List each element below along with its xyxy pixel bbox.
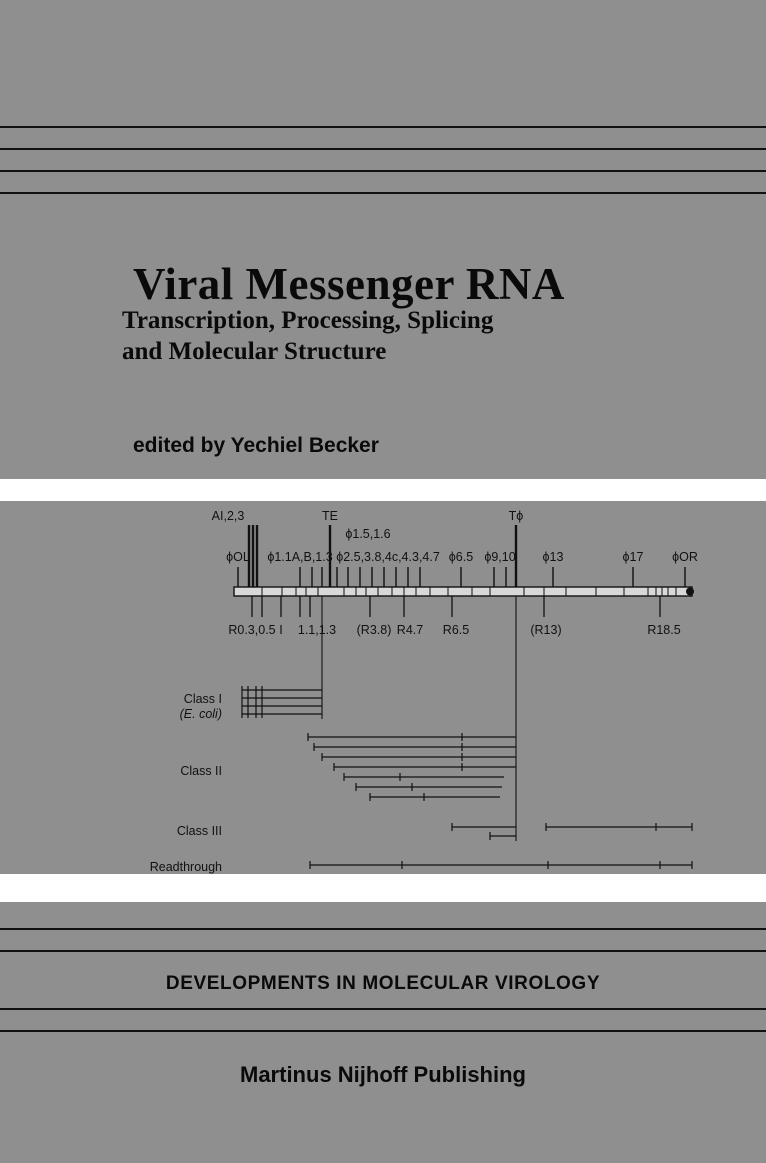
figure-label-phi13: ϕ13 — [542, 550, 564, 564]
figure-label-r65: R6.5 — [442, 623, 470, 637]
figure-label-i: I — [279, 623, 283, 637]
genome-bar-end — [686, 588, 694, 596]
divider-rule — [0, 928, 766, 930]
figure-class-2-label: Class II — [180, 764, 222, 778]
series-title: DEVELOPMENTS IN MOLECULAR VIROLOGY — [165, 973, 601, 994]
figure-class-1-label: Class I — [183, 692, 222, 706]
figure-label-tphi: Tϕ — [508, 509, 524, 523]
figure-label-r38: (R3.8) — [356, 623, 392, 637]
figure-class-1-transcripts — [242, 686, 322, 718]
divider-rule — [0, 126, 766, 128]
figure-label-1113: 1.1,1.3 — [297, 623, 337, 637]
subtitle-line-2: and Molecular Structure — [122, 338, 387, 365]
figure-label-phi17: ϕ17 — [622, 550, 644, 564]
subtitle-line-1: Transcription, Processing, Splicing — [122, 307, 494, 334]
figure-label-r47: R4.7 — [396, 623, 424, 637]
divider-rule — [0, 148, 766, 150]
figure-class-2-transcripts — [308, 733, 516, 801]
figure-class-3-label: Class III — [176, 824, 222, 838]
figure-label-phiol: ϕOL — [226, 550, 250, 564]
figure-label-phi11ab13: ϕ1.1A,B,1.3 — [267, 550, 333, 564]
genome-map-figure — [0, 489, 766, 889]
publisher-name: Martinus Nijhoff Publishing — [240, 1062, 526, 1087]
figure-label-phi910: ϕ9,10 — [484, 550, 516, 564]
figure-label-te: TE — [322, 509, 338, 523]
figure-label-phi2538: ϕ2.5,3.8,4c,4.3,4.7 — [336, 550, 440, 564]
figure-readthrough-transcript — [310, 861, 692, 869]
figure-label-r13: (R13) — [530, 623, 562, 637]
editor-credit: edited by Yechiel Becker — [133, 434, 379, 457]
divider-rule — [0, 192, 766, 194]
figure-label-a123: AI,2,3 — [211, 509, 245, 523]
page-title: Viral Messenger RNA — [133, 259, 565, 310]
divider-rule — [0, 170, 766, 172]
figure-class-3-transcripts — [452, 823, 692, 840]
figure-class-1-sublabel: (E. coli) — [179, 707, 222, 721]
figure-label-phi65: ϕ6.5 — [448, 550, 474, 564]
terminator-ticks — [252, 596, 660, 617]
figure-label-r185: R18.5 — [647, 623, 681, 637]
subtitle — [122, 305, 642, 367]
promoter-ticks — [238, 567, 685, 589]
figure-label-phi1516: ϕ1.5,1.6 — [345, 527, 391, 541]
divider-rule — [0, 950, 766, 952]
divider-rule — [0, 1008, 766, 1010]
divider-rule — [0, 1030, 766, 1032]
genome-bar — [234, 587, 692, 596]
figure-label-r0305: R0.3,0.5 — [228, 623, 276, 637]
figure-readthrough-label: Readthrough — [149, 860, 222, 874]
figure-label-phior: ϕOR — [672, 550, 698, 564]
